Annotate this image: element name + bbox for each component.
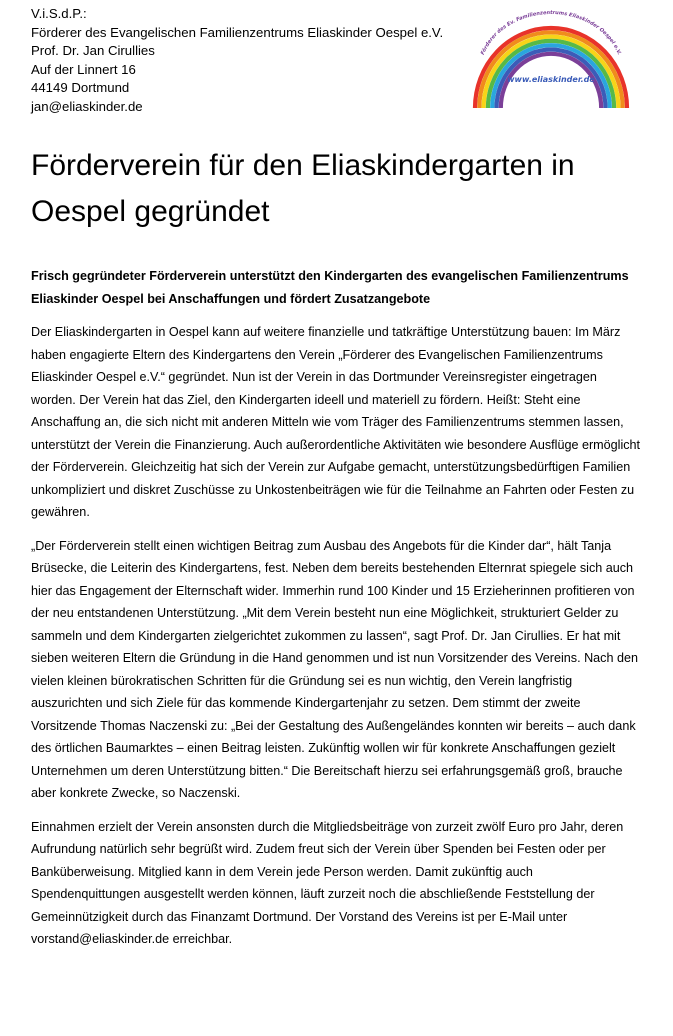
sender-line-street: Auf der Linnert 16 — [31, 61, 136, 77]
article-paragraph: „Der Förderverein stellt einen wichtigen Beitrag zum Ausbau des Angebots für die Kinder dar“, hält Tanja Brüsecke, die Leiterin des Kindergartens, fest. Neben dem bereits bestehenden Elternrat spiegele sich auch hier das Engagement der Elternschaft wider. Immerhin rund 100 Kinder und 15 Erzieherinnen profitieren von der neu entstandenen Unterstützung. „Mit dem Verein besteht nun eine Möglichkeit, strukturiert Gelder zu sammeln und dem Kindergarten zielgerichtet zukommen zu lassen“, sagt Prof. Dr. Jan Cirullies. Er hat mit sieben weiteren Eltern die Gründung in die Hand genommen und ist nun Vorsitzender des Vereins. Nach den vielen kleinen bürokratischen Schritten für die Gründung sei es nun wichtig, den Verein langfristig auszurichten und sich Ziele für das kommende Kindergartenjahr zu setzen. Dem stimmt der zweite Vorsitzende Thomas Naczenski zu: „Bei der Gestaltung des Außengeländes konnten wir bereits – auch dank des örtlichen Baumarktes – einen Beitrag leisten. Zukünftig wollen wir für konkrete Anschaffungen gezielt Unternehmen um deren Unterstützung bitten.“ Die Bereitschaft hierzu sei erfahrungsgemäß groß, brauche aber konkrete Zwecke, so Naczenski. — [31, 538, 638, 800]
article-lead: Frisch gegründeter Förderverein unterstützt den Kindergarten des evangelischen Familienzentrums Eliaskinder Oespel bei Anschaffungen und fördert Zusatzangebote — [31, 269, 629, 306]
logo-url: www.eliaskinder.de — [507, 75, 595, 84]
sender-block — [31, 5, 471, 117]
logo-arc-text: Förderer des Ev. Familienzentrums Eliaskinder Oespel e.V. — [479, 9, 623, 56]
sender-line-email: jan@eliaskinder.de — [31, 98, 143, 114]
article-body — [31, 265, 643, 962]
article-paragraph: Einnahmen erzielt der Verein ansonsten durch die Mitgliedsbeiträge von zurzeit zwölf Euro pro Jahr, deren Aufrundung natürlich sehr begrüßt wird. Zudem freut sich der Verein über Spenden bei Festen oder per Banküberweisung. Mitglied kann in dem Verein jede Person werden. Damit zukünftig auch Spendenquittungen ausgestellt werden können, läuft zurzeit noch die abschließende Feststellung der Gemeinnützigkeit durch das Finanzamt Dortmund. Der Vorstand des Vereins ist per E-Mail unter vorstand@eliaskinder.de erreichbar. — [31, 819, 624, 946]
article-title: Förderverein für den Eliaskindergarten in Oespel gegründet — [31, 149, 575, 228]
sender-line-city: 44149 Dortmund — [31, 80, 130, 96]
sender-line-name: Prof. Dr. Jan Cirullies — [31, 43, 155, 59]
rainbow-logo — [464, 4, 638, 112]
sender-line-organization: Förderer des Evangelischen Familienzentrums Eliaskinder Oespel e.V. — [31, 24, 444, 40]
article-paragraph: Der Eliaskindergarten in Oespel kann auf weitere finanzielle und tatkräftige Unterstützung bauen: Im März haben engagierte Eltern des Kindergartens den Verein „Förderer des Evangelischen Familienzentrums Eliaskinder Oespel e.V.“ gegründet. Nun ist der Verein in das Dortmunder Vereinsregister eingetragen worden. Der Verein hat das Ziel, den Kindergarten ideell und materiell zu fördern. Heißt: Steht eine Anschaffung an, die sich nicht mit anderen Mitteln wie vom Träger des Familienzentrums stemmen lassen, unterstützt der Verein die Finanzierung. Auch außerordentliche Aktivitäten wie besondere Ausflüge ermöglicht der Förderverein. Gleichzeitig hat sich der Verein zur Aufgabe gemacht, unterstützungsbedürftigen Familien unkompliziert und diskret Zuschüsse zu Unkostenbeiträgen wie für die Teilnahme an Fahrten oder Festen zu gewähren. — [31, 325, 641, 519]
sender-line-visdp: V.i.S.d.P.: — [31, 6, 87, 21]
